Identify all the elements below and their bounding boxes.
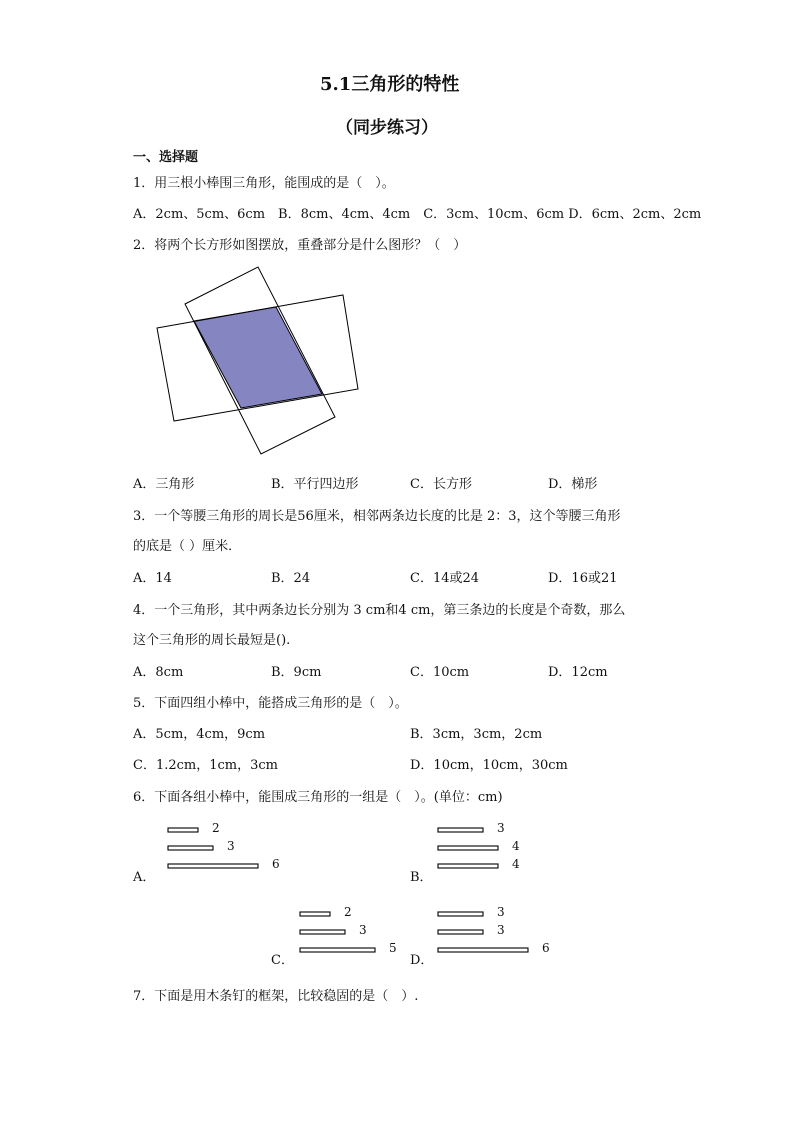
question-6-option-d-label[interactable]: D． — [410, 953, 434, 968]
question-4-line-2: 这个三角形的周长最短是(). — [133, 633, 291, 648]
stick-d-3 — [438, 948, 528, 952]
stick-length-label: 3 — [359, 923, 367, 937]
stick-length-label: 2 — [212, 821, 220, 835]
stick-length-label: 6 — [272, 857, 280, 871]
stick-length-label: 4 — [512, 839, 520, 853]
question-2-option-a[interactable]: A．三角形 — [133, 477, 195, 492]
stick-a-2 — [168, 846, 213, 850]
question-4-option-d[interactable]: D．12cm — [548, 665, 608, 680]
stick-a-1 — [168, 828, 198, 832]
question-4-option-c[interactable]: C．10cm — [410, 665, 470, 680]
question-1: 1．用三根小棒围三角形，能围成的是（ ）。 — [133, 176, 395, 191]
stick-length-label: 3 — [497, 905, 505, 919]
stick-group-a — [160, 818, 290, 878]
stick-group-d — [430, 902, 560, 962]
question-6: 6．下面各组小棒中，能围成三角形的一组是（ ）。(单位：cm) — [133, 790, 503, 805]
question-3-line-2: 的底是（ ）厘米． — [133, 539, 242, 554]
page-subtitle: （同步练习） — [336, 118, 438, 138]
question-2-option-d[interactable]: D．梯形 — [548, 477, 598, 492]
stick-a-3 — [168, 864, 258, 868]
stick-c-3 — [300, 948, 375, 952]
stick-d-1 — [438, 912, 483, 916]
question-6-option-c-label[interactable]: C． — [271, 953, 294, 968]
question-7: 7．下面是用木条钉的框架，比较稳固的是（ ）. — [133, 989, 419, 1004]
stick-length-label: 3 — [497, 923, 505, 937]
question-4-option-a[interactable]: A．8cm — [133, 665, 184, 680]
question-5-option-a[interactable]: A．5cm，4cm，9cm — [133, 727, 266, 742]
question-2-option-b[interactable]: B．平行四边形 — [271, 477, 359, 492]
question-4-line-1: 4．一个三角形，其中两条边长分别为 3 cm和4 cm，第三条边的长度是个奇数，那么 — [133, 603, 626, 618]
stick-length-label: 2 — [344, 905, 352, 919]
stick-length-label: 4 — [512, 857, 520, 871]
question-5-option-d[interactable]: D．10cm，10cm，30cm — [410, 758, 568, 773]
section-heading: 一、选择题 — [133, 150, 199, 165]
question-6-option-b-label[interactable]: B． — [410, 870, 433, 885]
question-5-option-b[interactable]: B．3cm，3cm，2cm — [410, 727, 543, 742]
stick-group-b — [430, 818, 560, 878]
stick-b-3 — [438, 864, 498, 868]
stick-length-label: 5 — [389, 941, 397, 955]
question-2: 2．将两个长方形如图摆放，重叠部分是什么图形？（ ） — [133, 238, 467, 253]
stick-c-1 — [300, 912, 330, 916]
stick-group-c — [292, 902, 422, 962]
stick-b-1 — [438, 828, 483, 832]
stick-d-2 — [438, 930, 483, 934]
question-3-line-1: 3．一个等腰三角形的周长是56厘米，相邻两条边长度的比是 2：3，这个等腰三角形 — [133, 509, 621, 524]
question-3-option-b[interactable]: B．24 — [271, 571, 311, 586]
question-6-option-a-label[interactable]: A． — [133, 870, 156, 885]
question-4-option-b[interactable]: B．9cm — [271, 665, 322, 680]
question-5-option-c[interactable]: C．1.2cm，1cm，3cm — [133, 758, 278, 773]
stick-c-2 — [300, 930, 345, 934]
stick-b-2 — [438, 846, 498, 850]
question-3-option-a[interactable]: A．14 — [133, 571, 172, 586]
stick-length-label: 3 — [227, 839, 235, 853]
overlap-region — [194, 307, 322, 408]
stick-length-label: 3 — [497, 821, 505, 835]
question-3-option-c[interactable]: C．14或24 — [410, 571, 480, 586]
question-1-options[interactable]: A．2cm、5cm、6cm B．8cm、4cm、4cm C．3cm、10cm、6cm D．6cm、2cm、2cm — [133, 207, 702, 222]
question-5: 5．下面四组小棒中，能搭成三角形的是（ ）。 — [133, 696, 408, 711]
overlapping-rectangles-figure — [150, 262, 370, 462]
question-2-option-c[interactable]: C．长方形 — [410, 477, 472, 492]
question-3-option-d[interactable]: D．16或21 — [548, 571, 618, 586]
stick-length-label: 6 — [542, 941, 550, 955]
page-title: 5.1三角形的特性 — [320, 74, 460, 95]
